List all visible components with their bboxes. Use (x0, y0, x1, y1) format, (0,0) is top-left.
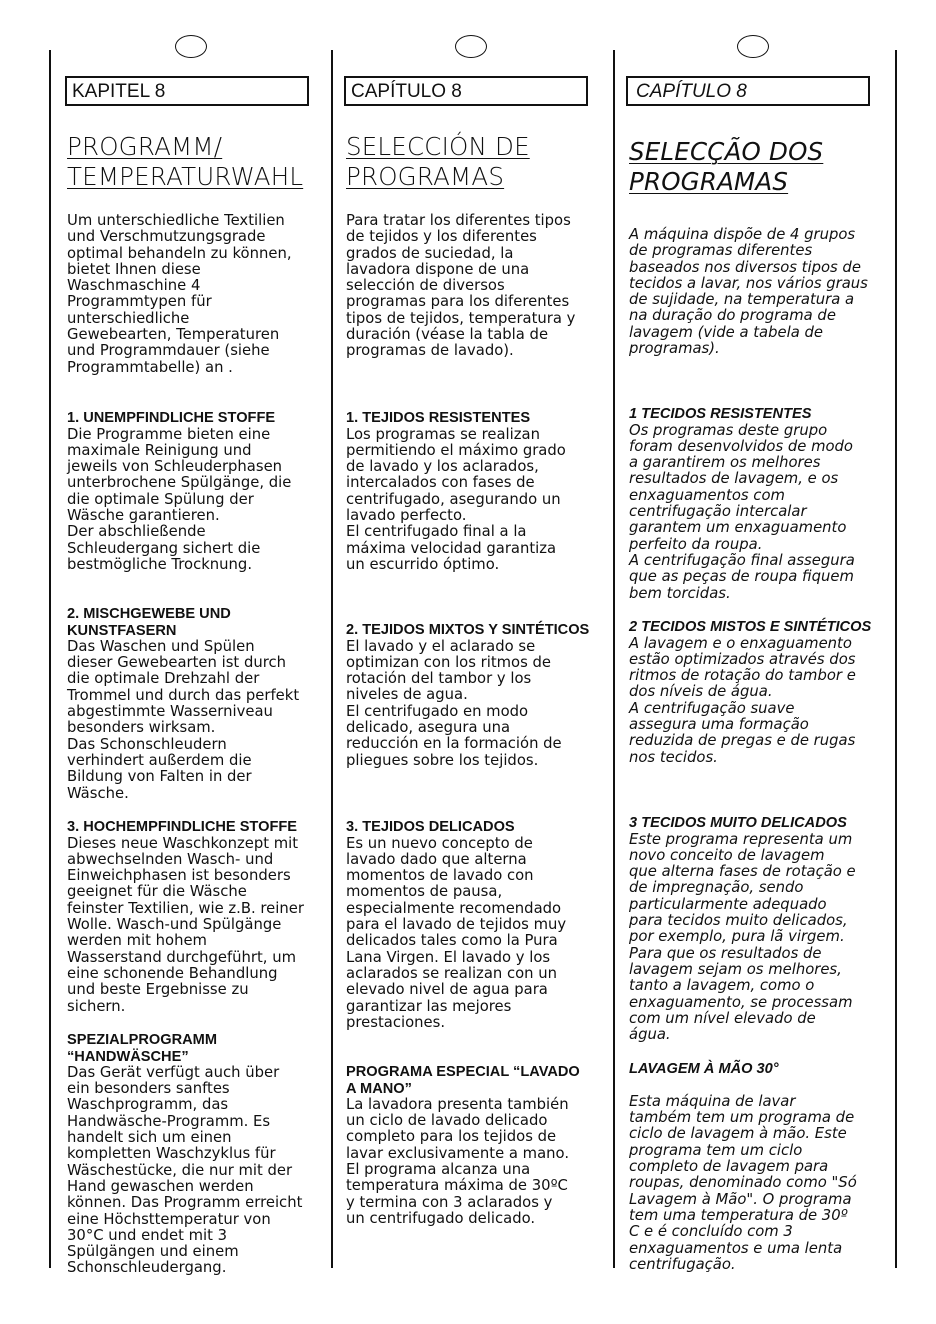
intro-paragraph: A máquina dispõe de 4 grupos de programas diferentes baseados nos diversos tipos de tecidos a lavar, nos vários graus de sujidade, na temperatura a na duração do programa de lavagem (vide a tabela de programas). (629, 226, 868, 358)
section-body: Esta máquina de lavar também tem um programa de ciclo de lavagem à mão. Este programa tem um ciclo completo de lavagem para roupas, denominado como "Só Lavagem à Mão". O programa tem uma temperatura de 30º C e é concluído com 3 enxaguamentos e uma lenta centrifugação. (629, 1092, 857, 1273)
program-section (346, 1048, 580, 1227)
program-section (67, 803, 304, 1015)
program-section (346, 803, 566, 1031)
section-body: Das Gerät verfügt auch über ein besonders sanftes Waschprogramm, das Handwäsche-Programm. Es handelt sich um einen kompletten Waschzyklus für Wäschestücke, die nur mit der Hand gewaschen werden können. Das Programm erreicht eine Höchsttemperatur von 30°C und endet mit 3 Spülgängen und einem Schonschleudergang. (67, 1063, 303, 1277)
section-body: Os programas deste grupo foram desenvolvidos de modo a garantirem os melhores resultados de lavagem, e os enxaguamentos com centrifugação intercalar garantem um enxaguamento perfeito da roupa. A centrifugação final assegura que as peças de roupa fiquem bem torcidas. (629, 421, 855, 602)
section-heading: 2. MISCHGEWEBE UND KUNSTFASERN (67, 606, 231, 639)
column-divider (49, 50, 51, 1268)
section-body: A lavagem e o enxaguamento estão optimizados através dos ritmos de rotação do tambor e dos níveis de água. A centrifugação suave assegura uma formação reduzida de pregas e de rugas nos tecidos. (629, 634, 856, 766)
column-divider (331, 50, 333, 1268)
intro-paragraph: Um unterschiedliche Textilien und Verschmutzungsgrade optimal behandeln zu können, bietet Ihnen diese Waschmaschine 4 Programmtypen für unterschiedliche Gewebearten, Temperaturen und Programmdauer (siehe Programmtabelle) an . (67, 212, 292, 376)
section-heading: 1. UNEMPFINDLICHE STOFFE (67, 410, 276, 427)
program-section (629, 1045, 857, 1273)
chapter-box: KAPITEL 8 (65, 76, 309, 106)
column-divider (613, 50, 615, 1268)
section-body: Die Programme bieten eine maximale Reinigung und jeweils von Schleuderphasen unterbrochene Spülgänge, die die optimale Spülung der Wäsche garantieren. Der abschließende Schleudergang sichert die bestmögliche Trocknung. (67, 425, 292, 573)
section-body: Este programa representa um novo conceito de lavagem que alterna fases de rotação e de impregnação, sendo particularmente adequado para tecidos muito delicados, por exemplo, pura lã virgem. Para que os resultados de lavagem sejam os melhores, tanto a lavagem, como o enxaguamento, se processam com um nível elevado de água. (629, 830, 856, 1044)
language-flag-circle-icon (455, 35, 487, 58)
program-section (629, 390, 855, 602)
section-body: Das Waschen und Spülen dieser Gewebearten ist durch die optimale Drehzahl der Trommel und durch das perfekt abgestimmte Wasserniveau besonders wirksam. Das Schonschleudern verhindert außerdem die Bildung von Falten in der Wäsche. (67, 637, 300, 802)
section-heading: PROGRAMA ESPECIAL “LAVADO A MANO” (346, 1064, 580, 1097)
section-heading: LAVAGEM À MÃO 30° (629, 1061, 779, 1078)
section-body: Dieses neue Waschkonzept mit abwechselnden Wasch- und Einweichphasen ist besonders geeignet für die Wäsche feinster Textilien, wie z.B. reiner Wolle. Wasch-und Spülgänge werden mit hohem Wasserstand durchgeführt, um eine schonende Behandlung und beste Ergebnisse zu sichern. (67, 834, 304, 1015)
section-body: La lavadora presenta también un ciclo de lavado delicado completo para los tejidos de lavar exclusivamente a mano. El programa alcanza una temperatura máxima de 30ºC y termina con 3 aclarados y un centrifugado delicado. (346, 1095, 570, 1227)
program-section (67, 1016, 302, 1277)
program-section (629, 603, 871, 766)
section-heading: 1. TEJIDOS RESISTENTES (346, 410, 531, 427)
section-title: PROGRAMM/ TEMPERATURWAHL (67, 132, 304, 191)
section-title: SELECÇÃO DOS PROGRAMAS (629, 137, 824, 196)
program-section (346, 606, 589, 769)
section-heading: 3. TEJIDOS DELICADOS (346, 819, 515, 836)
section-heading: 1 TECIDOS RESISTENTES (629, 406, 812, 423)
program-section (67, 590, 299, 802)
section-heading: 3 TECIDOS MUITO DELICADOS (629, 815, 847, 832)
language-flag-circle-icon (175, 35, 207, 58)
program-section (67, 394, 291, 573)
chapter-box: CAPÍTULO 8 (626, 76, 870, 106)
chapter-box: CAPÍTULO 8 (344, 76, 588, 106)
section-body: Es un nuevo concepto de lavado dado que alterna momentos de lavado con momentos de pausa, especialmente recomendado para el lavado de tejidos muy delicados tales como la Pura Lana Virgen. El lavado y los aclarados se realizan con un elevado nivel de agua para garantizar las mejores prestaciones. (346, 834, 567, 1031)
section-title: SELECCIÓN DE PROGRAMAS (346, 132, 530, 191)
section-heading: SPEZIALPROGRAMM “HANDWÄSCHE” (67, 1032, 217, 1065)
program-section (629, 799, 856, 1043)
column-divider (895, 50, 897, 1268)
section-heading: 3. HOCHEMPFINDLICHE STOFFE (67, 819, 298, 836)
section-heading: 2. TEJIDOS MIXTOS Y SINTÉTICOS (346, 622, 590, 639)
program-section (346, 394, 566, 573)
language-flag-circle-icon (737, 35, 769, 58)
section-heading: 2 TECIDOS MISTOS E SINTÉTICOS (629, 619, 872, 636)
section-body: El lavado y el aclarado se optimizan con los ritmos de rotación del tambor y los niveles de agua. El centrifugado en modo delicado, asegura una reducción en la formación de pliegues sobre los tejidos. (346, 637, 562, 769)
intro-paragraph: Para tratar los diferentes tipos de tejidos y los diferentes grados de suciedad, la lavadora dispone de una selección de diversos programas para los diferentes tipos de tejidos, temperatura y duración (véase la tabla de programas de lavado). (346, 212, 576, 360)
section-body: Los programas se realizan permitiendo el máximo grado de lavado y los aclarados, intercalados con fases de centrifugado, asegurando un lavado perfecto. El centrifugado final a la máxima velocidad garantiza un escurrido óptimo. (346, 425, 566, 573)
